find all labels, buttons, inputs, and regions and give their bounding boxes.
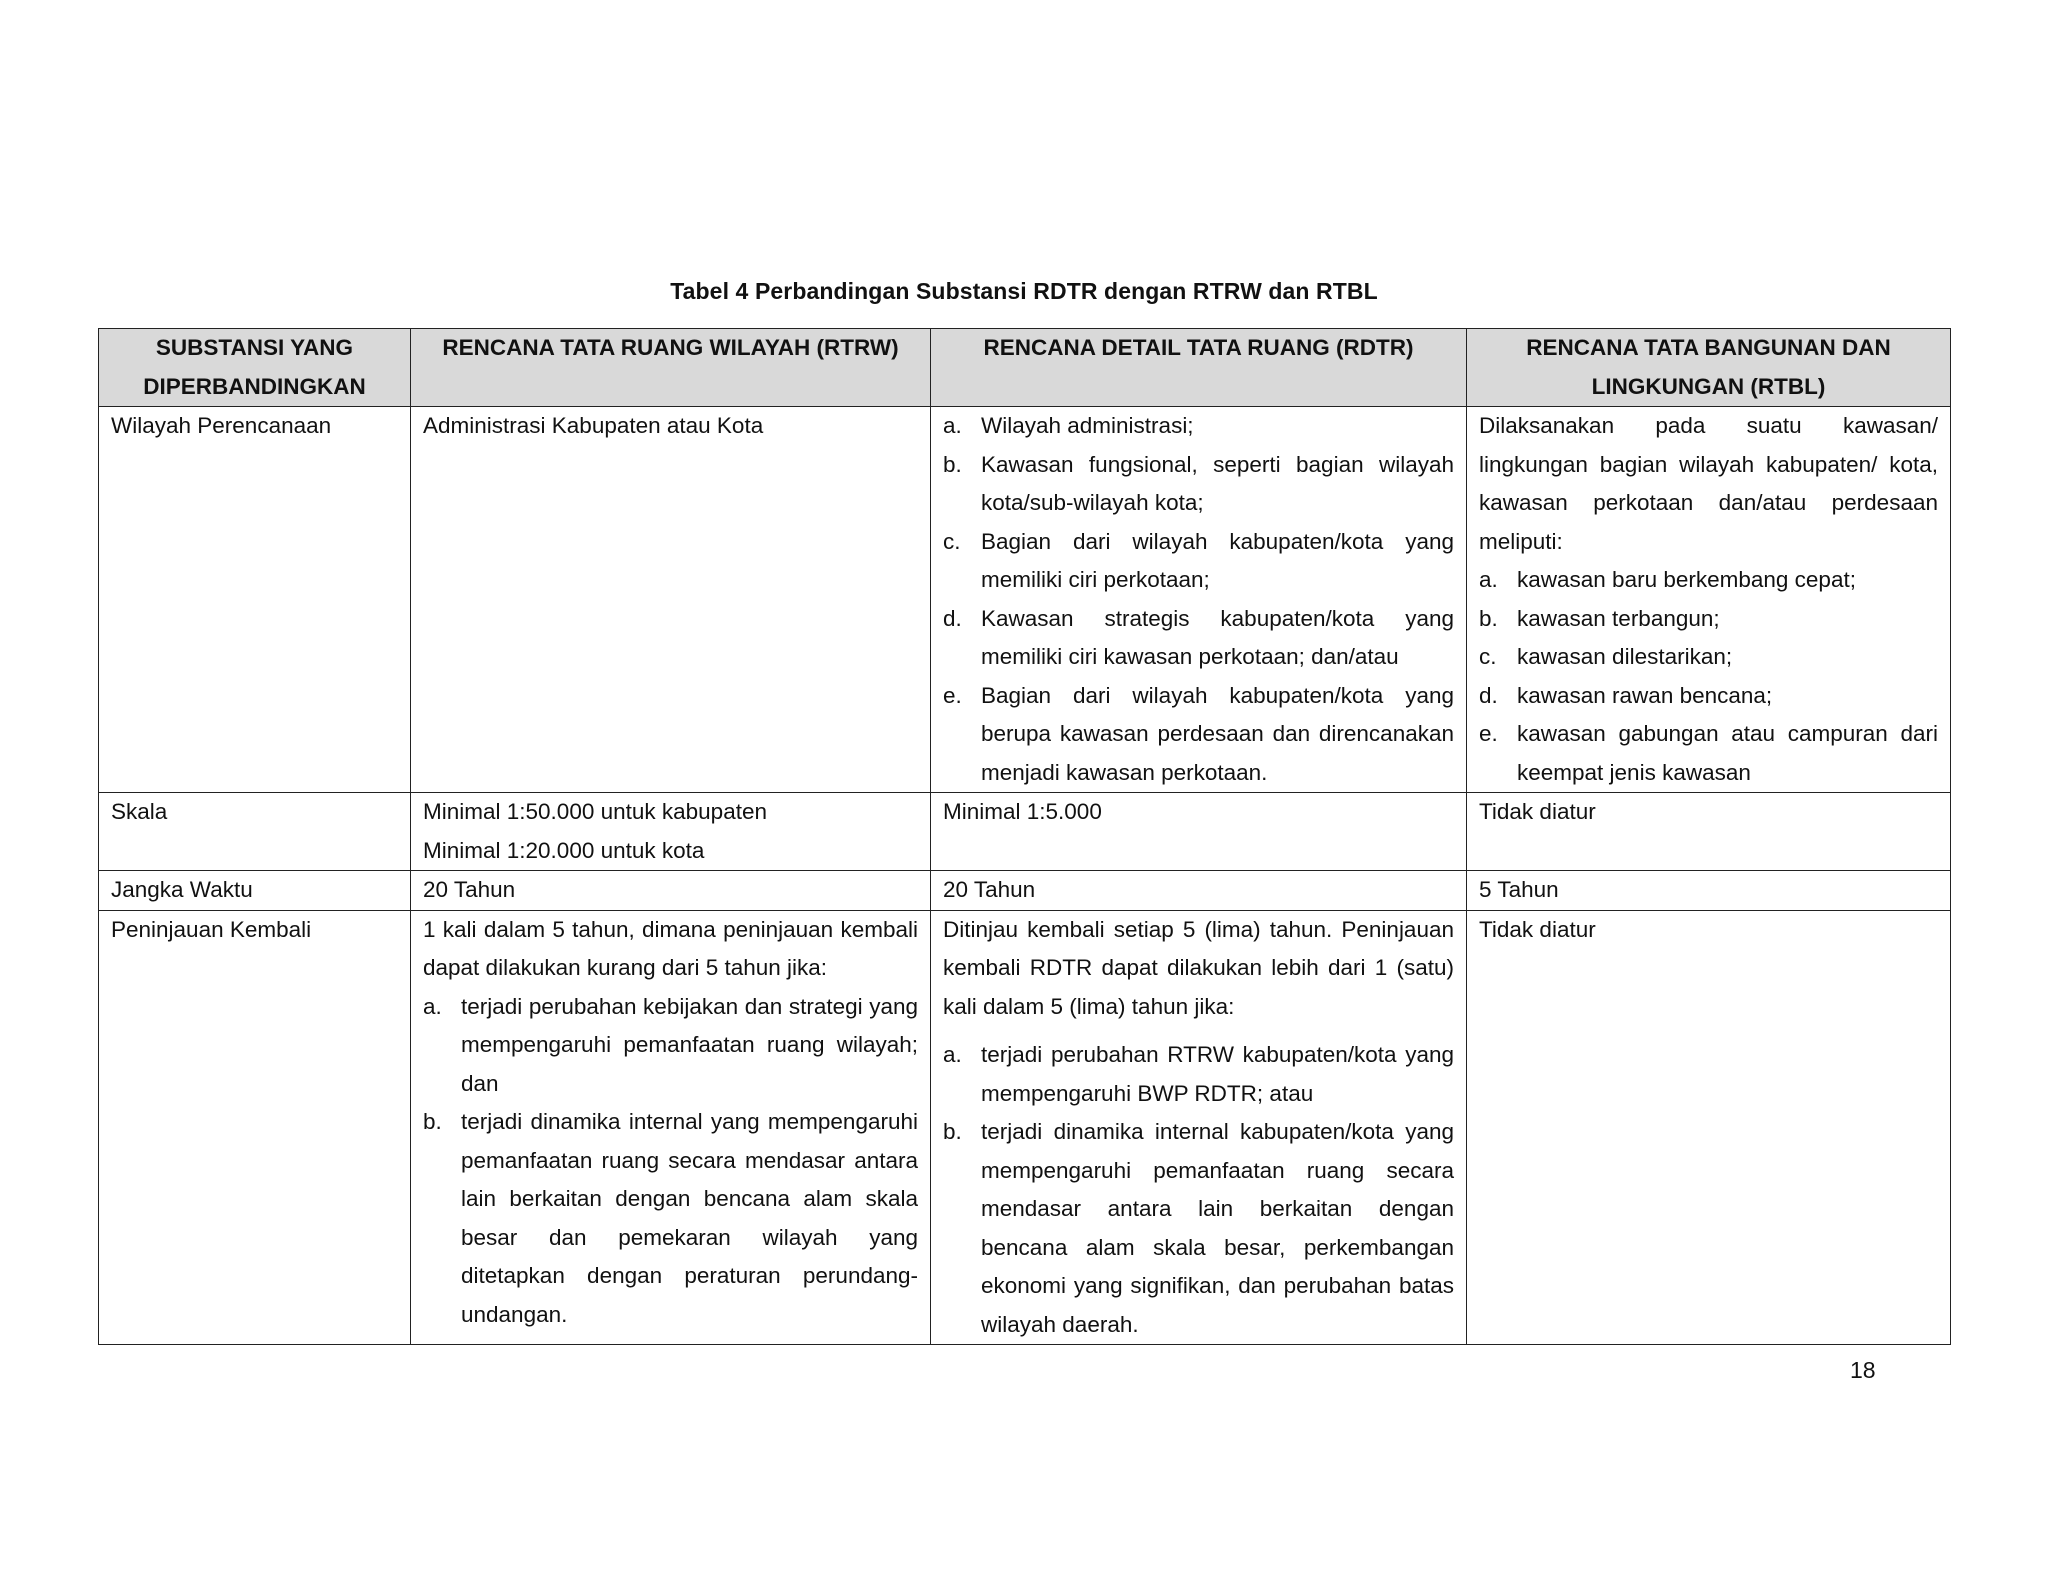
- comparison-table: [98, 328, 1951, 1345]
- list-item: b. terjadi dinamika internal yang mempengaruhi pemanfaatan ruang secara mendasar antara lain berkaitan dengan bencana alam skala besar dan pemekaran wilayah yang ditetapkan dengan peraturan perundang-undangan.: [423, 1109, 918, 1327]
- table-row: [99, 407, 1951, 793]
- list-item: c. kawasan dilestarikan;: [1479, 644, 1733, 669]
- cell-rtbl-jangka: 5 Tahun: [1467, 871, 1951, 911]
- cell-rtrw-jangka: 20 Tahun: [411, 871, 931, 911]
- table-row: [99, 910, 1951, 1345]
- rdtr-peninjauan-intro: Ditinjau kembali setiap 5 (lima) tahun. Peninjauan kembali RDTR dapat dilakukan lebih dari 1 (satu) kali dalam 5 (lima) tahun jika:: [943, 916, 1454, 1019]
- header-rdtr: RENCANA DETAIL TATA RUANG (RDTR): [931, 329, 1467, 407]
- cell-rtbl-wilayah: [1467, 407, 1951, 793]
- header-row: [99, 329, 1951, 407]
- cell-rtbl-skala: Tidak diatur: [1467, 793, 1951, 871]
- row-label-skala: Skala: [99, 793, 411, 871]
- cell-rdtr-peninjauan: [931, 910, 1467, 1345]
- list-item: b. terjadi dinamika internal kabupaten/kota yang mempengaruhi pemanfaatan ruang secara mendasar antara lain berkaitan dengan bencana alam skala besar, perkembangan ekonomi yang signifikan, dan perubahan batas wilayah daerah.: [943, 1119, 1454, 1337]
- list-item: d. kawasan rawan bencana;: [1479, 682, 1773, 708]
- cell-rdtr-wilayah: [931, 407, 1467, 793]
- rdtr-peninjauan-list: [943, 1036, 1454, 1344]
- cell-rdtr-skala: Minimal 1:5.000: [931, 793, 1467, 871]
- list-item: a. Wilayah administrasi;: [943, 413, 1194, 438]
- list-item: d. Kawasan strategis kabupaten/kota yang memiliki ciri kawasan perkotaan; dan/atau: [943, 605, 1454, 669]
- list-item: e. kawasan gabungan atau campuran dari keempat jenis kawasan: [1479, 721, 1938, 785]
- table-row: [99, 871, 1951, 911]
- row-label-jangka: Jangka Waktu: [99, 871, 411, 911]
- list-item: b. kawasan terbangun;: [1479, 605, 1720, 631]
- rtrw-peninjauan-intro: 1 kali dalam 5 tahun, dimana peninjauan kembali dapat dilakukan kurang dari 5 tahun jika:: [423, 916, 918, 980]
- list-item: a. terjadi perubahan RTRW kabupaten/kota yang mempengaruhi BWP RDTR; atau: [943, 1042, 1454, 1106]
- header-substansi: SUBSTANSI YANG DIPERBANDINGKAN: [99, 329, 411, 407]
- table-row: [99, 793, 1951, 871]
- rtbl-wilayah-intro: Dilaksanakan pada suatu kawasan/ lingkungan bagian wilayah kabupaten/ kota, kawasan perkotaan dan/atau perdesaan meliputi:: [1479, 413, 1938, 554]
- row-label-peninjauan: Peninjauan Kembali: [99, 910, 411, 1345]
- rtbl-wilayah-list: [1479, 561, 1938, 792]
- cell-rtrw-skala: [411, 793, 931, 871]
- page-number: 18: [1850, 1357, 1876, 1383]
- rdtr-wilayah-list: [943, 407, 1454, 792]
- cell-rdtr-jangka: 20 Tahun: [931, 871, 1467, 911]
- list-item: e. Bagian dari wilayah kabupaten/kota yang berupa kawasan perdesaan dan direncanakan menjadi kawasan perkotaan.: [943, 682, 1454, 785]
- row-label-wilayah: Wilayah Perencanaan: [99, 407, 411, 793]
- cell-rtbl-peninjauan: Tidak diatur: [1467, 910, 1951, 1345]
- header-rtbl: RENCANA TATA BANGUNAN DAN LINGKUNGAN (RTBL): [1467, 329, 1951, 407]
- cell-rtrw-wilayah: Administrasi Kabupaten atau Kota: [411, 407, 931, 793]
- cell-rtrw-peninjauan: [411, 910, 931, 1345]
- list-item: b. Kawasan fungsional, seperti bagian wilayah kota/sub-wilayah kota;: [943, 451, 1454, 515]
- list-item: a. kawasan baru berkembang cepat;: [1479, 567, 1856, 592]
- list-item: c. Bagian dari wilayah kabupaten/kota yang memiliki ciri perkotaan;: [943, 528, 1454, 592]
- rtrw-peninjauan-list: [423, 988, 918, 1335]
- header-rtrw: RENCANA TATA RUANG WILAYAH (RTRW): [411, 329, 931, 407]
- table-caption: Tabel 4 Perbandingan Substansi RDTR dengan RTRW dan RTBL: [670, 278, 1378, 304]
- list-item: a. terjadi perubahan kebijakan dan strategi yang mempengaruhi pemanfaatan ruang wilayah; dan: [423, 993, 918, 1096]
- rtrw-skala-line2: Minimal 1:20.000 untuk kota: [423, 837, 705, 863]
- rtrw-skala-line1: Minimal 1:50.000 untuk kabupaten: [423, 799, 767, 824]
